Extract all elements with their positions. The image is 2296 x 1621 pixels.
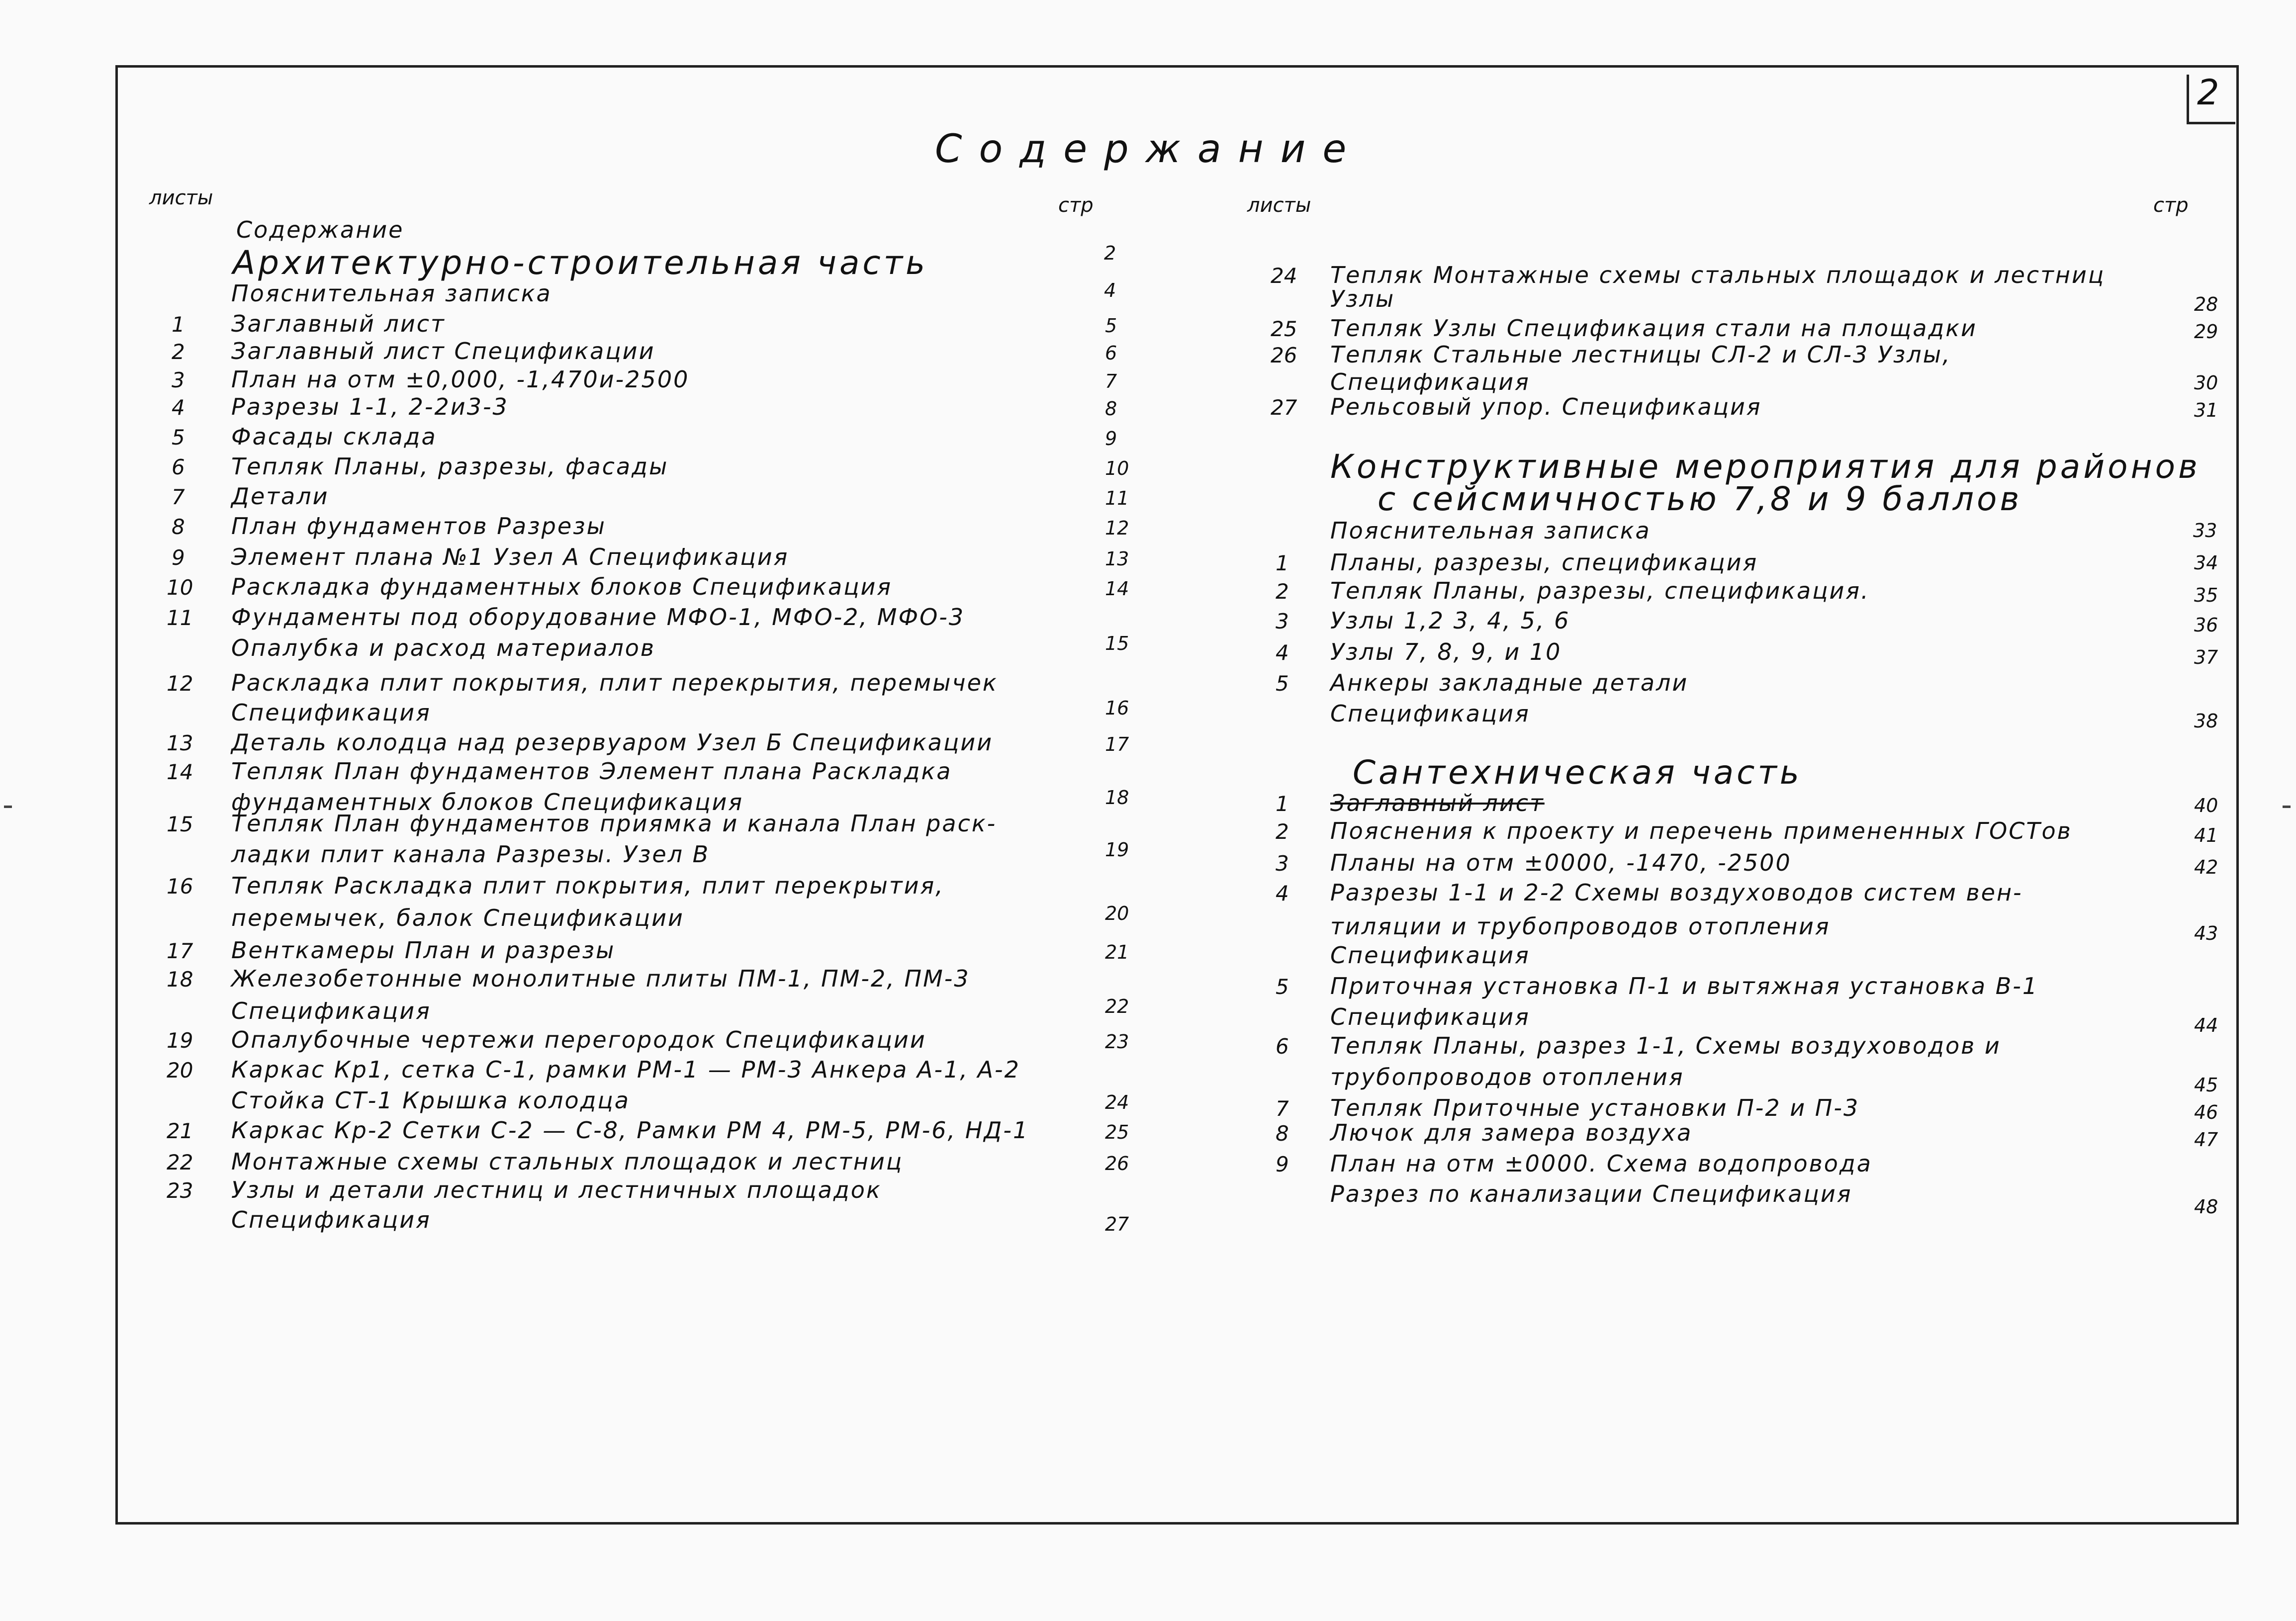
item-title: Тепляк Монтажные схемы стальных площадок и лестниц [1330, 262, 2106, 288]
item-page: 36 [2194, 614, 2218, 636]
item-number: 27 [1271, 395, 1297, 420]
item-title: Опалубочные чертежи перегородок Спецификации [231, 1026, 926, 1053]
item-number: 8 [1276, 1121, 1289, 1146]
item-page: 35 [2194, 584, 2218, 606]
item-number: 1 [1276, 551, 1289, 575]
item-title-line2: Спецификация [1330, 368, 1530, 395]
item-title-line2: Спецификация [231, 699, 431, 726]
item-title: Фундаменты под оборудование МФО-1, МФО-2, МФО-3 [231, 604, 965, 630]
item-page: 40 [2194, 795, 2218, 816]
item-number: 5 [1276, 975, 1289, 999]
item-title-line2: Спецификация [1330, 1003, 1530, 1030]
item-page: 25 [1105, 1121, 1129, 1143]
item-page: 23 [1105, 1031, 1129, 1053]
item-title-line2: Узлы [1330, 285, 1395, 312]
item-title: Рельсовый упор. Спецификация [1330, 393, 1762, 420]
item-title: Узлы 7, 8, 9, и 10 [1330, 638, 1562, 665]
item-page: 29 [2194, 321, 2218, 343]
section-title-architectural: Архитектурно-строительная часть [233, 244, 928, 282]
item-title: Венткамеры План и разрезы [231, 937, 616, 964]
item-number: 20 [167, 1058, 193, 1082]
item-title-line2: Разрез по канализации Спецификация [1330, 1180, 1852, 1207]
item-title: Приточная установка П-1 и вытяжная установка В-1 [1330, 973, 2039, 999]
item-number: 15 [167, 812, 193, 836]
item-number: 4 [1276, 640, 1289, 665]
item-number: 22 [167, 1150, 193, 1174]
item-title: Тепляк Приточные установки П-2 и П-3 [1330, 1094, 1860, 1121]
item-title-line2: Опалубка и расход материалов [231, 634, 655, 661]
item-page: 37 [2194, 646, 2218, 668]
item-number: 6 [1276, 1034, 1289, 1059]
item-title: Узлы и детали лестниц и лестничных площадок [231, 1176, 882, 1203]
item-number: 8 [172, 515, 185, 539]
binding-tick-left [4, 806, 12, 808]
item-page: 21 [1105, 941, 1129, 963]
item-title: Тепляк Раскладка плит покрытия, плит перекрытия, [231, 872, 944, 899]
item-number: 17 [167, 939, 193, 963]
header-sheets-right: листы [1247, 194, 1311, 217]
item-title: Тепляк Планы, разрезы, фасады [231, 453, 669, 480]
item-title: Фасады склада [231, 423, 437, 450]
item-page: 26 [1105, 1153, 1129, 1174]
item-number: 19 [167, 1028, 193, 1053]
item-page: 15 [1105, 632, 1129, 654]
item-number: 11 [167, 606, 193, 630]
item-title: Узлы 1,2 3, 4, 5, 6 [1330, 607, 1570, 634]
contents-label: Содержание [236, 216, 404, 243]
item-page: 34 [2194, 552, 2218, 574]
item-number: 21 [167, 1119, 193, 1143]
item-title: Разрезы 1-1 и 2-2 Схемы воздуховодов систем вен- [1330, 879, 2023, 906]
item-number: 26 [1271, 343, 1297, 367]
item-page: 7 [1105, 370, 1117, 392]
item-title: Тепляк Планы, разрезы, спецификация. [1330, 577, 1870, 604]
item-page: 11 [1105, 487, 1129, 509]
sheet-number: 2 [2197, 72, 2219, 113]
item-number: 3 [172, 368, 185, 392]
item-page: 43 [2194, 922, 2218, 944]
item-number: 2 [1276, 819, 1289, 844]
binding-tick-right [2283, 806, 2291, 808]
item-title: План фундаментов Разрезы [231, 513, 606, 540]
header-page-left: стр [1058, 194, 1094, 217]
item-title: Тепляк Узлы Спецификация стали на площадки [1330, 315, 1977, 342]
item-page: 24 [1105, 1091, 1129, 1113]
item-title: Тепляк Планы, разрез 1-1, Схемы воздуховодов и [1330, 1032, 2001, 1059]
item-title: Раскладка плит покрытия, плит перекрытия, перемычек [231, 669, 998, 696]
item-number: 3 [1276, 851, 1289, 876]
item-number: 9 [1276, 1152, 1289, 1176]
explanatory-note-page: 4 [1104, 279, 1116, 301]
item-title: План на отм ±0,000, -1,470и-2500 [231, 366, 690, 393]
item-page: 47 [2194, 1129, 2218, 1151]
item-title: Железобетонные монолитные плиты ПМ-1, ПМ-2, ПМ-3 [231, 965, 970, 992]
contents-page: 2 [1104, 242, 1116, 264]
item-title: Тепляк План фундаментов Элемент плана Раскладка [231, 758, 952, 785]
item-page: 38 [2194, 710, 2218, 732]
item-title: Лючок для замера воздуха [1330, 1119, 1693, 1146]
item-number: 18 [167, 967, 193, 991]
item-page: 42 [2194, 856, 2218, 878]
section-title-seismic-2: с сейсмичностью 7,8 и 9 баллов [1378, 480, 2022, 518]
item-title: Каркас Кр-2 Сетки С-2 — С-8, Рамки РМ 4, РМ-5, РМ-6, НД-1 [231, 1117, 1029, 1144]
item-title-line2: тиляции и трубопроводов отопления [1330, 913, 1831, 940]
item-number: 23 [167, 1178, 193, 1203]
item-number: 4 [172, 395, 185, 420]
section-title-plumbing: Сантехническая часть [1353, 753, 1802, 792]
item-page: 9 [1105, 428, 1117, 450]
item-page: 13 [1105, 548, 1129, 570]
item-title: Разрезы 1-1, 2-2и3-3 [231, 393, 509, 420]
item-title: Каркас Кр1, сетка С-1, рамки РМ-1 — РМ-3 Анкера А-1, А-2 [231, 1056, 1020, 1083]
explanatory-note-label: Пояснительная записка [231, 280, 552, 307]
item-title: Заглавный лист [231, 310, 446, 337]
item-number: 7 [1276, 1096, 1289, 1121]
item-title-line2: фундаментных блоков Спецификация [231, 789, 744, 815]
item-title-line2: перемычек, балок Спецификации [231, 904, 684, 931]
item-page: 18 [1105, 787, 1129, 809]
item-page: 5 [1105, 315, 1117, 337]
item-page: 45 [2194, 1074, 2218, 1096]
item-page: 28 [2194, 293, 2218, 315]
item-page: 41 [2194, 824, 2218, 846]
item-number: 13 [167, 731, 193, 755]
item-title: Монтажные схемы стальных площадок и лестниц [231, 1148, 904, 1175]
item-page: 8 [1105, 398, 1117, 420]
item-title-line2: Спецификация [1330, 700, 1530, 727]
item-title: Элемент плана №1 Узел А Спецификация [231, 543, 789, 570]
seismic-note-label: Пояснительная записка [1330, 517, 1651, 544]
item-title: Заглавный лист Спецификации [231, 338, 655, 364]
item-number: 4 [1276, 881, 1289, 905]
item-number: 9 [172, 545, 185, 570]
item-number: 1 [172, 312, 185, 337]
item-number: 14 [167, 760, 193, 784]
item-number: 3 [1276, 609, 1289, 633]
item-title: Заглавный лист [1330, 790, 1545, 816]
item-title-line2: Спецификация [231, 1206, 431, 1233]
item-page: 19 [1105, 839, 1129, 861]
item-title: План на отм ±0000. Схема водопровода [1330, 1150, 1872, 1177]
item-number: 7 [172, 485, 185, 509]
item-page: 14 [1105, 578, 1129, 600]
item-page: 12 [1105, 517, 1129, 539]
item-page: 44 [2194, 1014, 2218, 1036]
item-title: Планы на отм ±0000, -1470, -2500 [1330, 849, 1792, 876]
item-number: 5 [172, 425, 185, 450]
item-number: 25 [1271, 317, 1297, 341]
item-title: Детали [231, 483, 329, 510]
item-number: 24 [1271, 264, 1297, 288]
item-page: 22 [1105, 995, 1129, 1017]
item-title-line2: Стойка СТ-1 Крышка колодца [231, 1087, 630, 1114]
item-title: Планы, разрезы, спецификация [1330, 549, 1758, 576]
item-title-line2: трубопроводов отопления [1330, 1064, 1684, 1090]
item-title-line2: Спецификация [231, 997, 431, 1024]
item-title: Тепляк План фундаментов приямка и канала План раск- [231, 810, 997, 837]
item-number: 2 [172, 340, 185, 364]
item-number: 10 [167, 575, 193, 600]
item-title-line2: ладки плит канала Разрезы. Узел В [231, 841, 710, 868]
item-number: 2 [1276, 579, 1289, 604]
item-title: Деталь колодца над резервуаром Узел Б Спецификации [231, 729, 994, 756]
item-title: Анкеры закладные детали [1330, 669, 1689, 696]
item-page: 31 [2194, 399, 2218, 421]
item-title: Тепляк Стальные лестницы СЛ-2 и СЛ-3 Узлы, [1330, 341, 1951, 368]
item-page: 46 [2194, 1101, 2218, 1123]
item-page: 6 [1105, 342, 1117, 364]
item-title-line3: Спецификация [1330, 942, 1530, 969]
item-number: 12 [167, 671, 193, 696]
item-page: 17 [1105, 733, 1129, 755]
header-sheets-left: листы [149, 186, 213, 209]
item-page: 27 [1105, 1213, 1129, 1235]
item-number: 16 [167, 874, 193, 899]
section-title-seismic-1: Конструктивные мероприятия для районов [1330, 448, 2201, 486]
item-number: 6 [172, 455, 185, 479]
header-page-right: стр [2153, 194, 2189, 217]
item-number: 5 [1276, 671, 1289, 696]
item-title: Пояснения к проекту и перечень примененных ГОСТов [1330, 817, 2072, 844]
item-title: Раскладка фундаментных блоков Спецификация [231, 573, 893, 600]
item-page: 48 [2194, 1196, 2218, 1218]
item-page: 20 [1105, 902, 1129, 924]
item-page: 30 [2194, 372, 2218, 394]
item-page: 16 [1105, 697, 1129, 719]
seismic-note-page: 33 [2193, 520, 2217, 541]
item-page: 10 [1105, 457, 1129, 479]
item-number: 1 [1276, 792, 1289, 816]
page-title: Содержание [935, 127, 1364, 172]
